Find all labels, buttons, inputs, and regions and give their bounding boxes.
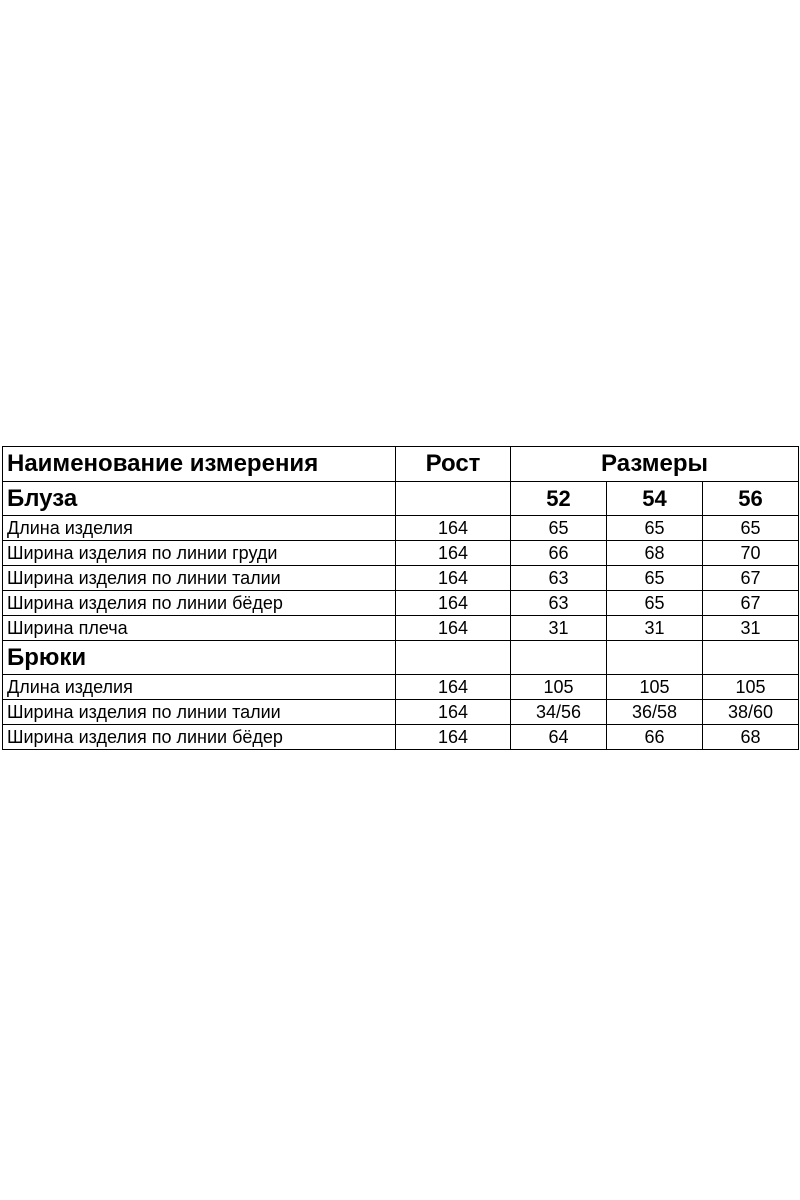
size-value: 105	[703, 675, 799, 700]
table-row	[3, 700, 799, 725]
size-value: 63	[511, 591, 607, 616]
height-value: 164	[396, 700, 511, 725]
section-title-blouse: Блуза	[3, 482, 396, 516]
table-row	[3, 541, 799, 566]
table-row	[3, 725, 799, 750]
table-row	[3, 516, 799, 541]
size-value: 68	[607, 541, 703, 566]
measurement-name: Ширина изделия по линии груди	[3, 541, 396, 566]
size-label: 56	[703, 482, 799, 516]
size-value: 66	[607, 725, 703, 750]
empty-cell	[396, 482, 511, 516]
table-row	[3, 675, 799, 700]
size-value: 105	[607, 675, 703, 700]
measurement-name-header: Наименование измерения	[3, 447, 396, 482]
size-value: 105	[511, 675, 607, 700]
measurement-name: Длина изделия	[3, 675, 396, 700]
height-value: 164	[396, 541, 511, 566]
size-label: 52	[511, 482, 607, 516]
size-label: 54	[607, 482, 703, 516]
empty-cell	[396, 641, 511, 675]
size-value: 31	[511, 616, 607, 641]
section-row-trousers	[3, 641, 799, 675]
section-title-trousers: Брюки	[3, 641, 396, 675]
measurement-name: Ширина плеча	[3, 616, 396, 641]
section-row-blouse	[3, 482, 799, 516]
height-value: 164	[396, 516, 511, 541]
size-chart-table	[2, 446, 799, 750]
table-row	[3, 566, 799, 591]
height-value: 164	[396, 675, 511, 700]
measurement-name: Ширина изделия по линии талии	[3, 700, 396, 725]
size-value: 31	[703, 616, 799, 641]
size-value: 63	[511, 566, 607, 591]
sizes-header: Размеры	[511, 447, 799, 482]
height-value: 164	[396, 725, 511, 750]
height-header: Рост	[396, 447, 511, 482]
measurement-name: Ширина изделия по линии талии	[3, 566, 396, 591]
size-value: 66	[511, 541, 607, 566]
measurement-name: Длина изделия	[3, 516, 396, 541]
size-value: 65	[607, 516, 703, 541]
table-row	[3, 591, 799, 616]
size-value: 36/58	[607, 700, 703, 725]
table-row	[3, 616, 799, 641]
size-value: 65	[607, 566, 703, 591]
empty-cell	[511, 641, 607, 675]
size-value: 31	[607, 616, 703, 641]
height-value: 164	[396, 591, 511, 616]
measurement-name: Ширина изделия по линии бёдер	[3, 591, 396, 616]
size-value: 34/56	[511, 700, 607, 725]
height-value: 164	[396, 616, 511, 641]
size-value: 67	[703, 566, 799, 591]
height-value: 164	[396, 566, 511, 591]
empty-cell	[607, 641, 703, 675]
size-value: 67	[703, 591, 799, 616]
size-value: 70	[703, 541, 799, 566]
size-value: 68	[703, 725, 799, 750]
size-value: 65	[703, 516, 799, 541]
measurement-name: Ширина изделия по линии бёдер	[3, 725, 396, 750]
size-value: 64	[511, 725, 607, 750]
size-value: 65	[511, 516, 607, 541]
table-header-row	[3, 447, 799, 482]
empty-cell	[703, 641, 799, 675]
size-value: 38/60	[703, 700, 799, 725]
size-value: 65	[607, 591, 703, 616]
